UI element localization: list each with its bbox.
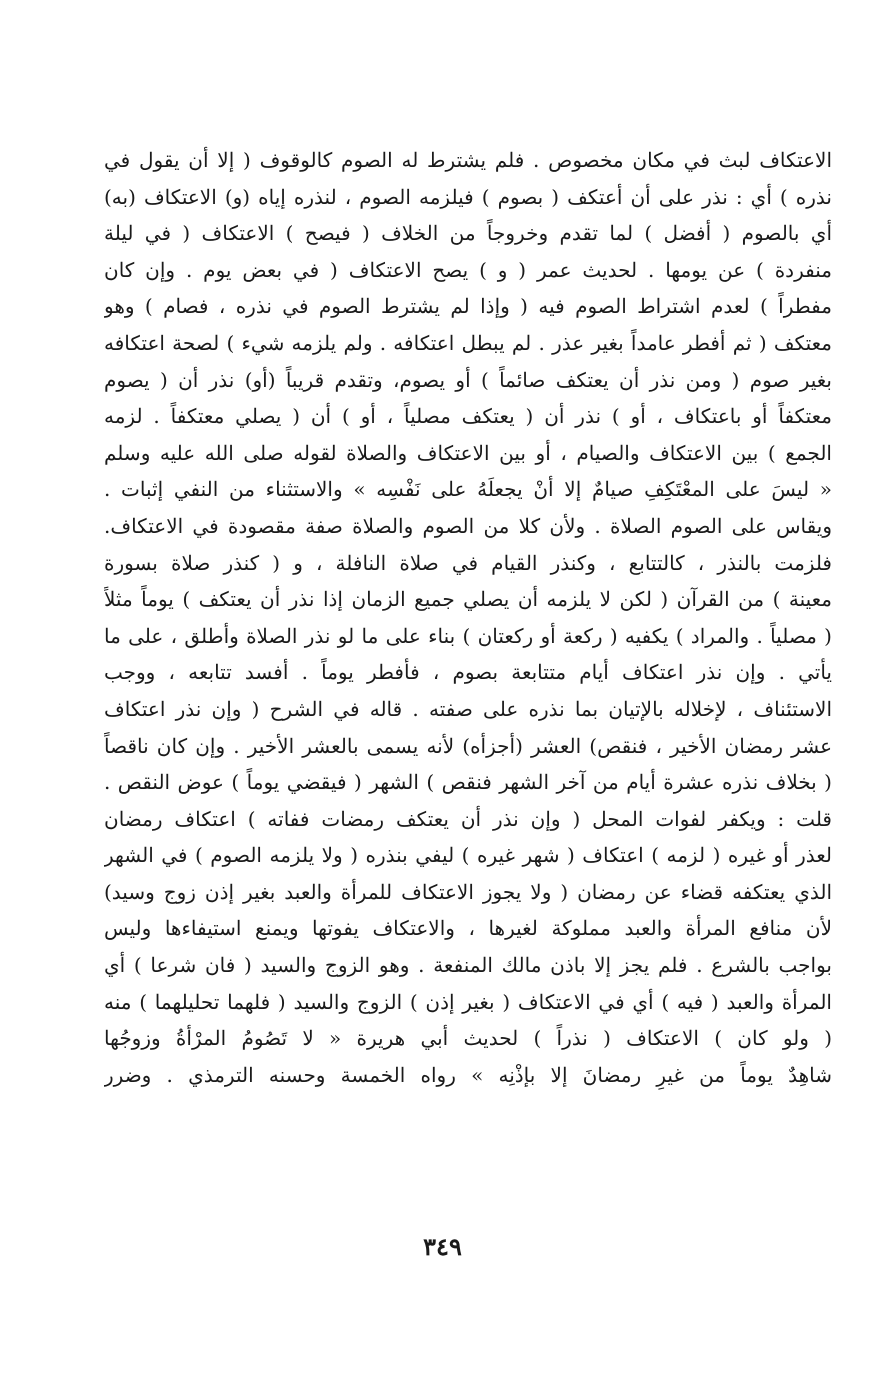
hadith-line: ( ولو كان ) الاعتكاف ( نذراً ) لحديث أبي هريرة « لا تَصُومُ المرْأةُ وزوجُها <box>104 1026 832 1051</box>
text-line: نذره ) أي : نذر على أن أعتكف ( بصوم ) فيلزمه الصوم ، لنذره إياه (و) الاعتكاف (به) <box>104 184 832 209</box>
page-number: ٣٤٩ <box>423 1232 462 1261</box>
text-line: الاعتكاف لبث في مكان مخصوص . فلم يشترط له الصوم كالوقوف ( إلا أن يقول في <box>104 148 832 172</box>
text-line: المرأة والعبد ( فيه ) أي في الاعتكاف ( بغير إذن ) الزوج والسيد ( فلهما تحليلهما ) منه <box>104 989 832 1014</box>
text-line: ( مصلياً . والمراد ) يكفيه ( ركعة أو ركعتان ) بناء على ما لو نذر الصلاة وأطلق ، على ما <box>104 623 832 648</box>
text-line: ( بخلاف نذره عشرة أيام من آخر الشهر فنقص ) الشهر ( فيقضي يوماً ) عوض النقص . <box>104 770 832 795</box>
text-line: منفردة ) عن يومها . لحديث عمر ( و ) يصح الاعتكاف ( في بعض يوم . وإن كان <box>104 257 832 282</box>
text-line: قلت : ويكفر لفوات المحل ( وإن نذر أن يعتكف رمضات ففاته ) اعتكاف رمضان <box>104 806 832 831</box>
text-line: معينة ) من القرآن ( لكن لا يلزمه أن يصلي جميع الزمان إذا نذر أن يعتكف ) يوماً مثلاً <box>104 587 832 612</box>
text-line: مفطراً ) لعدم اشتراط الصوم فيه ( وإذا لم يشترط الصوم في نذره ، فصام ) وهو <box>104 294 832 319</box>
text-line: الذي يعتكفه قضاء عن رمضان ( ولا يجوز الاعتكاف للمرأة والعبد بغير إذن زوج وسيد) <box>104 879 832 904</box>
text-line: الجمع ) بين الاعتكاف والصيام ، أو بين الاعتكاف والصلاة لقوله صلى الله عليه وسلم <box>104 440 832 465</box>
body-text <box>104 142 832 1093</box>
text-line: الاستئناف ، لإخلاله بالإتيان بما نذره على صفته . قاله في الشرح ( وإن نذر اعتكاف <box>104 696 832 721</box>
text-line: معتكف ( ثم أفطر عامداً بغير عذر . لم يبطل اعتكافه . ولم يلزمه شيء ) لصحة اعتكافه <box>104 330 832 355</box>
text-line: بواجب بالشرع . فلم يجز إلا باذن مالك المنفعة . وهو الزوج والسيد ( فان شرعا ) أي <box>104 953 832 978</box>
text-line: يأتي . وإن نذر اعتكاف أيام متتابعة بصوم ، فأفطر يوماً . أفسد تتابعه ، ووجب <box>104 660 832 685</box>
text-line: بغير صوم ( ومن نذر أن يعتكف صائماً ) أو يصوم، وتقدم قريباً (أو) نذر أن ( يصوم <box>104 367 832 392</box>
text-line: عشر رمضان الأخير ، فنقص) العشر (أجزأه) لأنه يسمى بالعشر الأخير . وإن كان ناقصاً <box>104 733 832 758</box>
text-line: لعذر أو غيره ( لزمه ) اعتكاف ( شهر غيره ) ليفي بنذره ( ولا يلزمه الصوم ) في الشهر <box>104 843 832 868</box>
text-line: أي بالصوم ( أفضل ) لما تقدم وخروجاً من الخلاف ( فيصح ) الاعتكاف ( في ليلة <box>104 221 832 246</box>
text-line: معتكفاً أو باعتكاف ، أو ) نذر أن ( يعتكف مصلياً ، أو ) أن ( يصلي معتكفاً . لزمه <box>104 404 832 429</box>
text-line: فلزمت بالنذر ، كالتتابع ، وكنذر القيام في صلاة النافلة ، و ( كنذر صلاة بسورة <box>104 550 832 575</box>
text-line: ويقاس على الصوم الصلاة . ولأن كلا من الصوم والصلاة صفة مقصودة في الاعتكاف. <box>104 513 832 538</box>
text-line: شاهِدٌ يوماً من غيرِ رمضانَ إلا بإذْنِه » رواه الخمسة وحسنه الترمذي . وضرر <box>104 1062 832 1087</box>
text-line: لأن منافع المرأة والعبد مملوكة لغيرها ، والاعتكاف يفوتها ويمنع استيفاءها وليس <box>104 916 832 941</box>
hadith-line: « ليسَ على المعْتَكِفِ صيامٌ إلا أنْ يجعلَهُ على نَفْسِه » والاستثناء من النفي إثبات . <box>104 477 832 502</box>
